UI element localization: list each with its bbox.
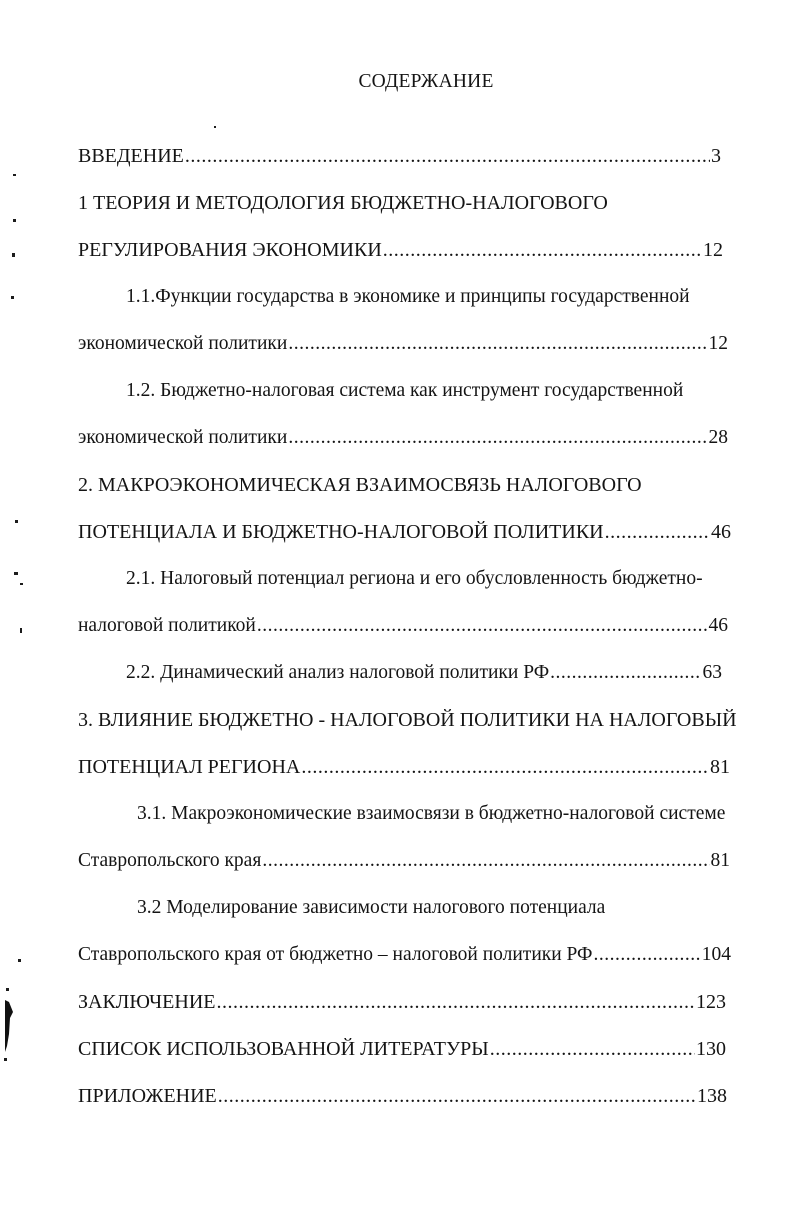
dot-leader bbox=[605, 520, 710, 544]
scan-speck bbox=[20, 628, 22, 633]
toc-entry-label: ПОТЕНЦИАЛА И БЮДЖЕТНО-НАЛОГОВОЙ ПОЛИТИКИ bbox=[78, 521, 604, 543]
scan-speck bbox=[12, 253, 15, 257]
toc-page-number: 12 bbox=[703, 239, 723, 261]
toc-entry-section-3-2 bbox=[78, 943, 731, 967]
dot-leader bbox=[218, 1084, 696, 1108]
toc-page-number: 81 bbox=[710, 850, 730, 871]
dot-leader bbox=[383, 238, 702, 262]
toc-entry-chapter-3 bbox=[78, 755, 730, 779]
toc-page-number: 63 bbox=[702, 662, 722, 683]
toc-chapter-3-title: 3. ВЛИЯНИЕ БЮДЖЕТНО - НАЛОГОВОЙ ПОЛИТИКИ НА НАЛОГОВЫЙ bbox=[78, 709, 737, 731]
dot-leader bbox=[288, 426, 707, 450]
toc-page-number: 46 bbox=[711, 521, 731, 543]
scan-speck bbox=[14, 572, 18, 575]
toc-entry-introduction bbox=[78, 144, 721, 168]
toc-section-3-1-title: 3.1. Макроэкономические взаимосвязи в бюджетно-налоговой системе bbox=[137, 803, 726, 824]
toc-section-2-1-title: 2.1. Налоговый потенциал региона и его обусловленность бюджетно- bbox=[126, 568, 703, 589]
toc-page-number: 3 bbox=[711, 145, 721, 167]
dot-leader bbox=[216, 990, 695, 1014]
dot-leader bbox=[288, 332, 707, 356]
toc-entry-label: 2.2. Динамический анализ налоговой политики РФ bbox=[126, 662, 550, 683]
toc-entry-label: РЕГУЛИРОВАНИЯ ЭКОНОМИКИ bbox=[78, 239, 382, 261]
dot-leader bbox=[185, 144, 710, 168]
toc-entry-label: СПИСОК ИСПОЛЬЗОВАННОЙ ЛИТЕРАТУРЫ bbox=[78, 1038, 489, 1060]
dot-leader bbox=[257, 614, 708, 638]
toc-entry-appendix bbox=[78, 1084, 727, 1108]
toc-page-number: 123 bbox=[696, 991, 726, 1013]
dot-leader bbox=[262, 849, 709, 873]
scan-speck bbox=[13, 174, 16, 176]
toc-section-3-2-title: 3.2 Моделирование зависимости налогового потенциала bbox=[137, 897, 606, 918]
dot-leader bbox=[593, 943, 700, 967]
toc-entry-label: налоговой политикой bbox=[78, 615, 256, 636]
binding-hole-mark bbox=[0, 988, 16, 1070]
toc-entry-label: Ставропольского края от бюджетно – налоговой политики РФ bbox=[78, 944, 593, 965]
scan-speck bbox=[13, 219, 16, 222]
toc-chapter-2-title: 2. МАКРОЭКОНОМИЧЕСКАЯ ВЗАИМОСВЯЗЬ НАЛОГОВОГО bbox=[78, 474, 642, 496]
toc-entry-section-1-2 bbox=[78, 426, 728, 450]
toc-page-number: 46 bbox=[708, 615, 728, 636]
toc-page-number: 28 bbox=[708, 427, 728, 448]
toc-page-number: 138 bbox=[697, 1085, 727, 1107]
toc-page-number: 130 bbox=[696, 1038, 726, 1060]
dot-leader bbox=[490, 1037, 695, 1061]
scan-speck bbox=[214, 126, 216, 128]
toc-entry-label: ПРИЛОЖЕНИЕ bbox=[78, 1085, 217, 1107]
toc-entry-label: ПОТЕНЦИАЛ РЕГИОНА bbox=[78, 756, 301, 778]
toc-page-number: 12 bbox=[708, 333, 728, 354]
scan-speck bbox=[15, 520, 18, 523]
scan-speck bbox=[18, 959, 21, 962]
toc-entry-references bbox=[78, 1037, 726, 1061]
toc-entry-label: Ставропольского края bbox=[78, 850, 262, 871]
toc-section-1-2-title: 1.2. Бюджетно-налоговая система как инструмент государственной bbox=[126, 380, 684, 401]
toc-entry-label: экономической политики bbox=[78, 333, 288, 354]
toc-entry-section-2-1 bbox=[78, 614, 728, 638]
toc-entry-chapter-2 bbox=[78, 520, 731, 544]
toc-entry-label: ВВЕДЕНИЕ bbox=[78, 145, 184, 167]
toc-page-number: 104 bbox=[701, 944, 731, 965]
toc-section-1-1-title: 1.1.Функции государства в экономике и принципы государственной bbox=[126, 286, 690, 307]
toc-entry-label: ЗАКЛЮЧЕНИЕ bbox=[78, 991, 216, 1013]
toc-entry-section-3-1 bbox=[78, 849, 730, 873]
scan-speck bbox=[11, 296, 14, 299]
toc-entry-section-1-1 bbox=[78, 332, 728, 356]
scan-speck bbox=[20, 583, 23, 585]
toc-entry-label: экономической политики bbox=[78, 427, 288, 448]
toc-entry-section-2-2 bbox=[126, 661, 722, 685]
dot-leader bbox=[550, 661, 701, 685]
toc-page-number: 81 bbox=[710, 756, 730, 778]
dot-leader bbox=[301, 755, 709, 779]
toc-entry-conclusion bbox=[78, 990, 726, 1014]
toc-chapter-1-title: 1 ТЕОРИЯ И МЕТОДОЛОГИЯ БЮДЖЕТНО-НАЛОГОВОГО bbox=[78, 192, 608, 214]
page-title: СОДЕРЖАНИЕ bbox=[358, 71, 494, 92]
toc-entry-chapter-1 bbox=[78, 238, 723, 262]
